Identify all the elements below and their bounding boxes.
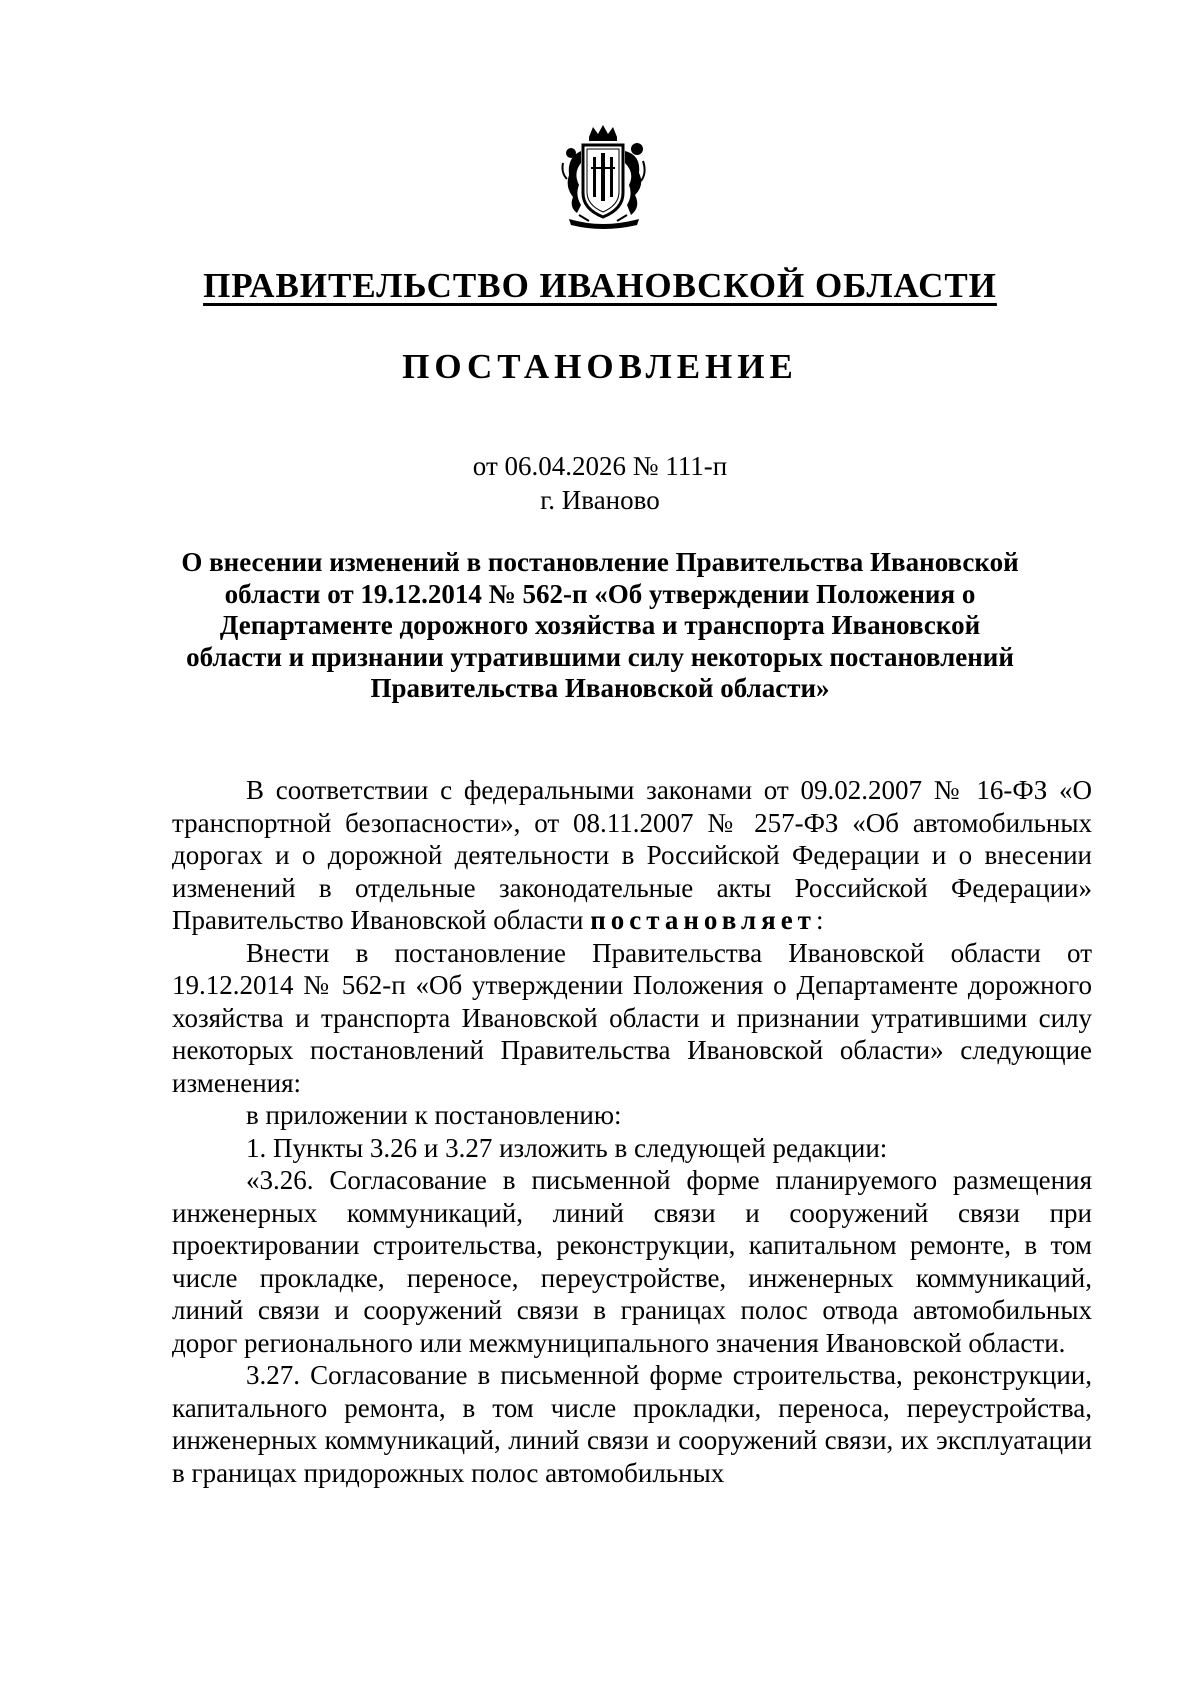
resolves-word: постановляет bbox=[590, 905, 816, 935]
organization-title bbox=[0, 266, 1200, 306]
document-subject: О внесении изменений в постановление Правительства Ивановской области от 19.12.2014 № 562-п «Об утверждении Положения о Департаменте дорожного хозяйства и транспорта Ивановской области и признании утратившими силу некоторых постановлений Правительства Ивановской области» bbox=[181, 547, 1019, 703]
body-paragraph: «3.26. Согласование в письменной форме планируемого размещения инженерных коммуникаций, линий связи и сооружений связи при проектировании строительства, реконструкции, капитальном ремонте, в том числе прокладке, переносе, переустройстве, инженерных коммуникаций, линий связи и сооружений связи в границах полос отвода автомобильных дорог регионального или межмуниципального значения Ивановской области. bbox=[172, 1165, 1092, 1358]
document-city: г. Иваново bbox=[540, 485, 660, 515]
preamble-text: В соответствии с федеральными законами от 09.02.2007 № 16-ФЗ «О транспортной безопасности», от 08.11.2007 № 257-ФЗ «Об автомобильных дорогах и о дорожной деятельности в Российской Федерации и о внесении изменений в отдельные законодательные акты Российской Федерации» Правительство Ивановской области bbox=[172, 775, 1092, 935]
body-paragraph: Внести в постановление Правительства Ивановской области от 19.12.2014 № 562-п «Об утверждении Положения о Департаменте дорожного хозяйства и транспорта Ивановской области и признании утратившими силу некоторых постановлений Правительства Ивановской области» следующие изменения: bbox=[172, 937, 1092, 1098]
coat-of-arms-icon bbox=[559, 123, 648, 229]
body-paragraph: 1. Пункты 3.26 и 3.27 изложить в следующей редакции: bbox=[246, 1132, 888, 1163]
organization-title-text: ПРАВИТЕЛЬСТВО ИВАНОВСКОЙ ОБЛАСТИ bbox=[203, 266, 997, 305]
document-type: ПОСТАНОВЛЕНИЕ bbox=[402, 347, 798, 386]
body-paragraph: 3.27. Согласование в письменной форме строительства, реконструкции, капитального ремонта, в том числе прокладки, переноса, переустройства, инженерных коммуникаций, линий связи и сооружений связи, их эксплуатации в границах придорожных полос автомобильных bbox=[172, 1360, 1092, 1488]
document-body bbox=[172, 774, 1092, 1489]
body-paragraph-preamble bbox=[172, 774, 1092, 937]
document-date-number: от 06.04.2026 № 111-п bbox=[472, 451, 728, 481]
body-paragraph: в приложении к постановлению: bbox=[246, 1100, 622, 1130]
preamble-colon: : bbox=[815, 905, 824, 935]
